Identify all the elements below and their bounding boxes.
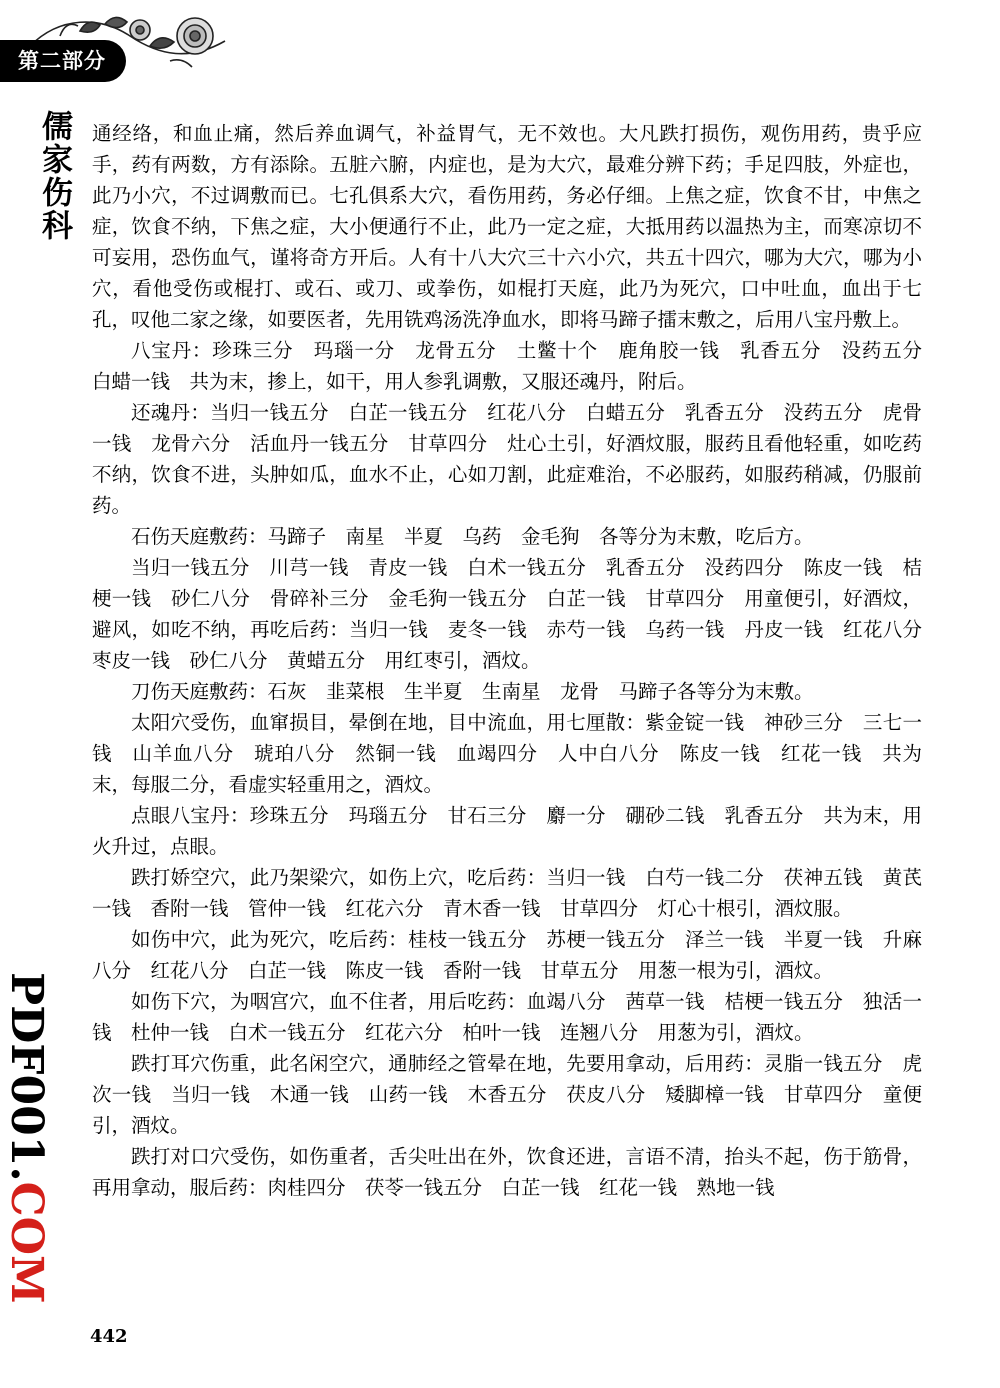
paragraph: 通经络，和血止痛，然后养血调气，补益胃气，无不效也。大凡跌打损伤，观伤用药，贵乎应手，药有两数，方有添除。五脏六腑，内症也，是为大穴，最难分辨下药；手足四肢，外症也，此乃小穴，不过调敷而已。七孔俱系大穴，看伤用药，务必仔细。上焦之症，饮食不甘，中焦之症，饮食不纳，下焦之症，大小便通行不止，此乃一定之症，大抵用药以温热为主，而寒凉切不可妄用，恐伤血气，谨将奇方开后。人有十八大穴三十六小穴，共五十四穴，哪为大穴，哪为小穴，看他受伤或棍打、或石、或刀、或拳伤，如棍打天庭，此乃为死穴，口中吐血，血出于七孔，叹他二家之缘，如要医者，先用铣鸡汤洗净血水，即将马蹄子擂末敷之，后用八宝丹敷上。 [92, 122, 922, 331]
paragraph: 如伤中穴，此为死穴，吃后药：桂枝一钱五分 苏梗一钱五分 泽兰一钱 半夏一钱 升麻八分 红花八分 白芷一钱 陈皮一钱 香附一钱 甘草五分 用葱一根为引，酒炆。 [92, 928, 922, 982]
paragraph: 跌打对口穴受伤，如伤重者，舌尖吐出在外，饮食还进，言语不清，抬头不起，伤于筋骨，再用拿动，服后药：肉桂四分 茯苓一钱五分 白芷一钱 红花一钱 熟地一钱 [92, 1145, 922, 1199]
paragraph: 如伤下穴，为咽宫穴，血不住者，用后吃药：血竭八分 茜草一钱 桔梗一钱五分 独活一钱 杜仲一钱 白术一钱五分 红花六分 柏叶一钱 连翘八分 用葱为引，酒炆。 [92, 990, 922, 1044]
body-text [92, 118, 942, 1203]
paragraph: 跌打娇空穴，此乃架梁穴，如伤上穴，吃后药：当归一钱 白芍一钱二分 茯神五钱 黄芪一钱 香附一钱 管仲一钱 红花六分 青木香一钱 甘草四分 灯心十根引，酒炆服。 [92, 866, 922, 920]
paragraph: 点眼八宝丹：珍珠五分 玛瑙五分 甘石三分 麝一分 硼砂二钱 乳香五分 共为末，用火升过，点眼。 [92, 804, 922, 858]
section-tab: 第二部分 [0, 40, 126, 82]
paragraph: 跌打耳穴伤重，此名闲空穴，通肺经之管晕在地，先要用拿动，后用药：灵脂一钱五分 虎次一钱 当归一钱 木通一钱 山药一钱 木香五分 茯皮八分 矮脚樟一钱 甘草四分 童便引，酒炆。 [92, 1052, 922, 1137]
paragraph: 太阳穴受伤，血窜损目，晕倒在地，目中流血，用七厘散：紫金锭一钱 神砂三分 三七一钱 山羊血八分 琥珀八分 然铜一钱 血竭四分 人中白八分 陈皮一钱 红花一钱 共为末，每服二分，看虚实轻重用之，酒炆。 [92, 711, 922, 796]
page-number: 442 [90, 1326, 128, 1347]
paragraph: 当归一钱五分 川芎一钱 青皮一钱 白术一钱五分 乳香五分 没药四分 陈皮一钱 桔梗一钱 砂仁八分 骨碎补三分 金毛狗一钱五分 白芷一钱 甘草四分 用童便引，好酒炆，避风，如吃不纳，再吃后药：当归一钱 麦冬一钱 赤芍一钱 乌药一钱 丹皮一钱 红花八分 枣皮一钱 砂仁八分 黄蜡五分 用红枣引，酒炆。 [92, 556, 942, 672]
paragraph: 刀伤天庭敷药：石灰 韭菜根 生半夏 生南星 龙骨 马蹄子各等分为末敷。 [131, 680, 814, 703]
watermark [0, 972, 54, 1304]
paragraph: 还魂丹：当归一钱五分 白芷一钱五分 红花八分 白蜡五分 乳香五分 没药五分 虎骨一钱 龙骨六分 活血丹一钱五分 甘草四分 灶心土引，好酒炆服，服药且看他轻重，如吃药不纳，饮食不进，头肿如瓜，血水不止，心如刀割，此症难治，不必服药，如服药稍减，仍服前药。 [92, 401, 922, 517]
watermark-part-b: COM [1, 1181, 52, 1304]
paragraph: 八宝丹：珍珠三分 玛瑙一分 龙骨五分 土鳖十个 鹿角胶一钱 乳香五分 没药五分 白蜡一钱 共为末，掺上，如干，用人参乳调敷，又服还魂丹，附后。 [92, 339, 942, 393]
paragraph: 石伤天庭敷药：马蹄子 南星 半夏 乌药 金毛狗 各等分为末敷，吃后方。 [131, 525, 814, 548]
watermark-part-a: PDF001. [1, 972, 52, 1182]
book-title: 儒家伤科 [36, 110, 72, 242]
